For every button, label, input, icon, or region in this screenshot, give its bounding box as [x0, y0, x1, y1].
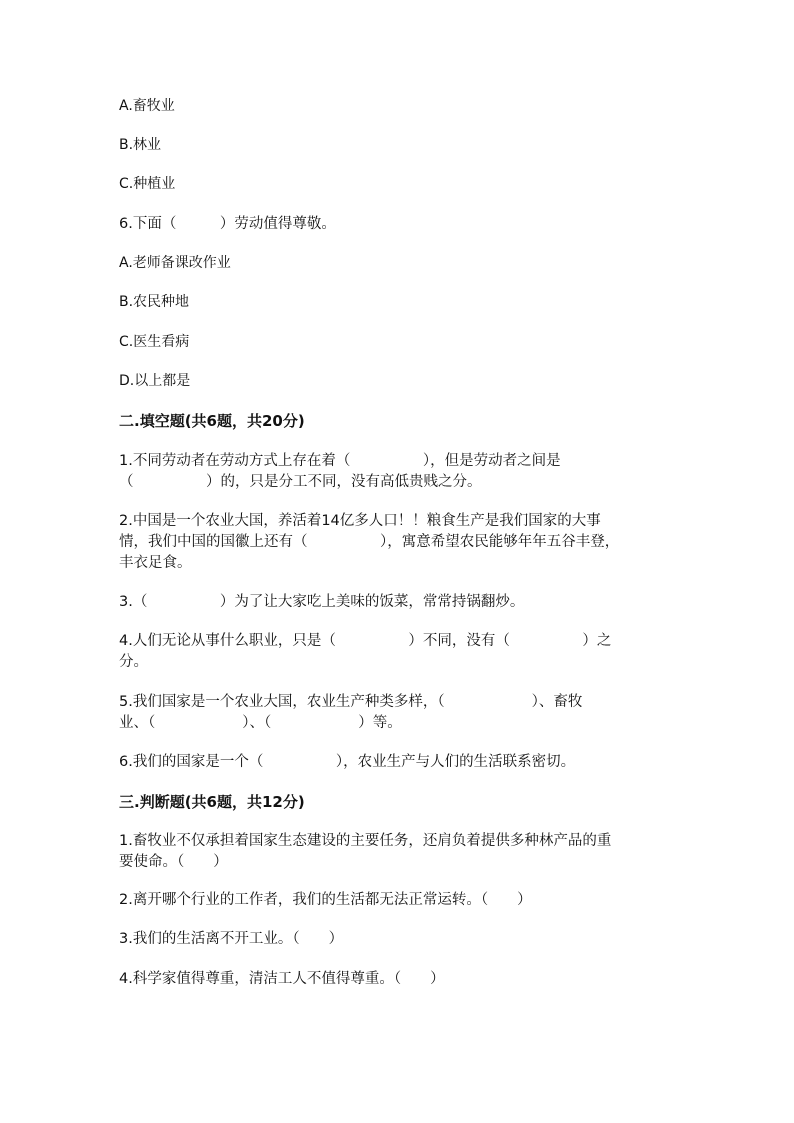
fill-q6: 6.我们的国家是一个（ ），农业生产与人们的生活联系密切。: [119, 754, 576, 770]
q6-option-c: C.医生看病: [119, 334, 190, 350]
q5-option-c: C.种植业: [119, 176, 176, 192]
q6-stem: 6.下面（ ）劳动值得尊敬。: [119, 216, 336, 232]
section3-title: 三.判断题(共6题，共12分): [119, 793, 305, 811]
fill-q2-line3: 丰衣足食。: [119, 555, 192, 571]
judge-q2: 2.离开哪个行业的工作者，我们的生活都无法正常运转。（ ）: [119, 892, 532, 908]
judge-q3: 3.我们的生活离不开工业。（ ）: [119, 931, 344, 947]
fill-q1-line2: （ ）的，只是分工不同，没有高低贵贱之分。: [119, 474, 482, 490]
fill-q4-line1: 4.人们无论从事什么职业，只是（ ）不同，没有（ ）之: [119, 633, 612, 649]
judge-q1-line1: 1.畜牧业不仅承担着国家生态建设的主要任务，还肩负着提供多种林产品的重: [119, 833, 612, 849]
q6-option-d: D.以上都是: [119, 373, 191, 389]
judge-q1-line2: 要使命。（ ）: [119, 854, 228, 870]
section2-title: 二.填空题(共6题，共20分): [119, 412, 305, 430]
fill-q4-line2: 分。: [119, 654, 148, 670]
fill-q2-line1: 2.中国是一个农业大国，养活着14亿多人口！！粮食生产是我们国家的大事: [119, 513, 601, 529]
fill-q5-line1: 5.我们国家是一个农业大国，农业生产种类多样，（ ）、畜牧: [119, 694, 583, 710]
q5-option-a: A.畜牧业: [119, 98, 175, 114]
q6-option-b: B.农民种地: [119, 294, 190, 310]
judge-q4: 4.科学家值得尊重，清洁工人不值得尊重。（ ）: [119, 971, 445, 987]
q5-option-b: B.林业: [119, 137, 162, 153]
fill-q2-line2: 情，我们中国的国徽上还有（ ），寓意希望农民能够年年五谷丰登，: [119, 534, 620, 550]
fill-q5-line2: 业、（ ）、（ ）等。: [119, 715, 402, 731]
fill-q1-line1: 1.不同劳动者在劳动方式上存在着（ ），但是劳动者之间是: [119, 453, 561, 469]
q6-option-a: A.老师备课改作业: [119, 255, 231, 271]
fill-q3: 3.（ ）为了让大家吃上美味的饭菜，常常持锅翻炒。: [119, 594, 525, 610]
